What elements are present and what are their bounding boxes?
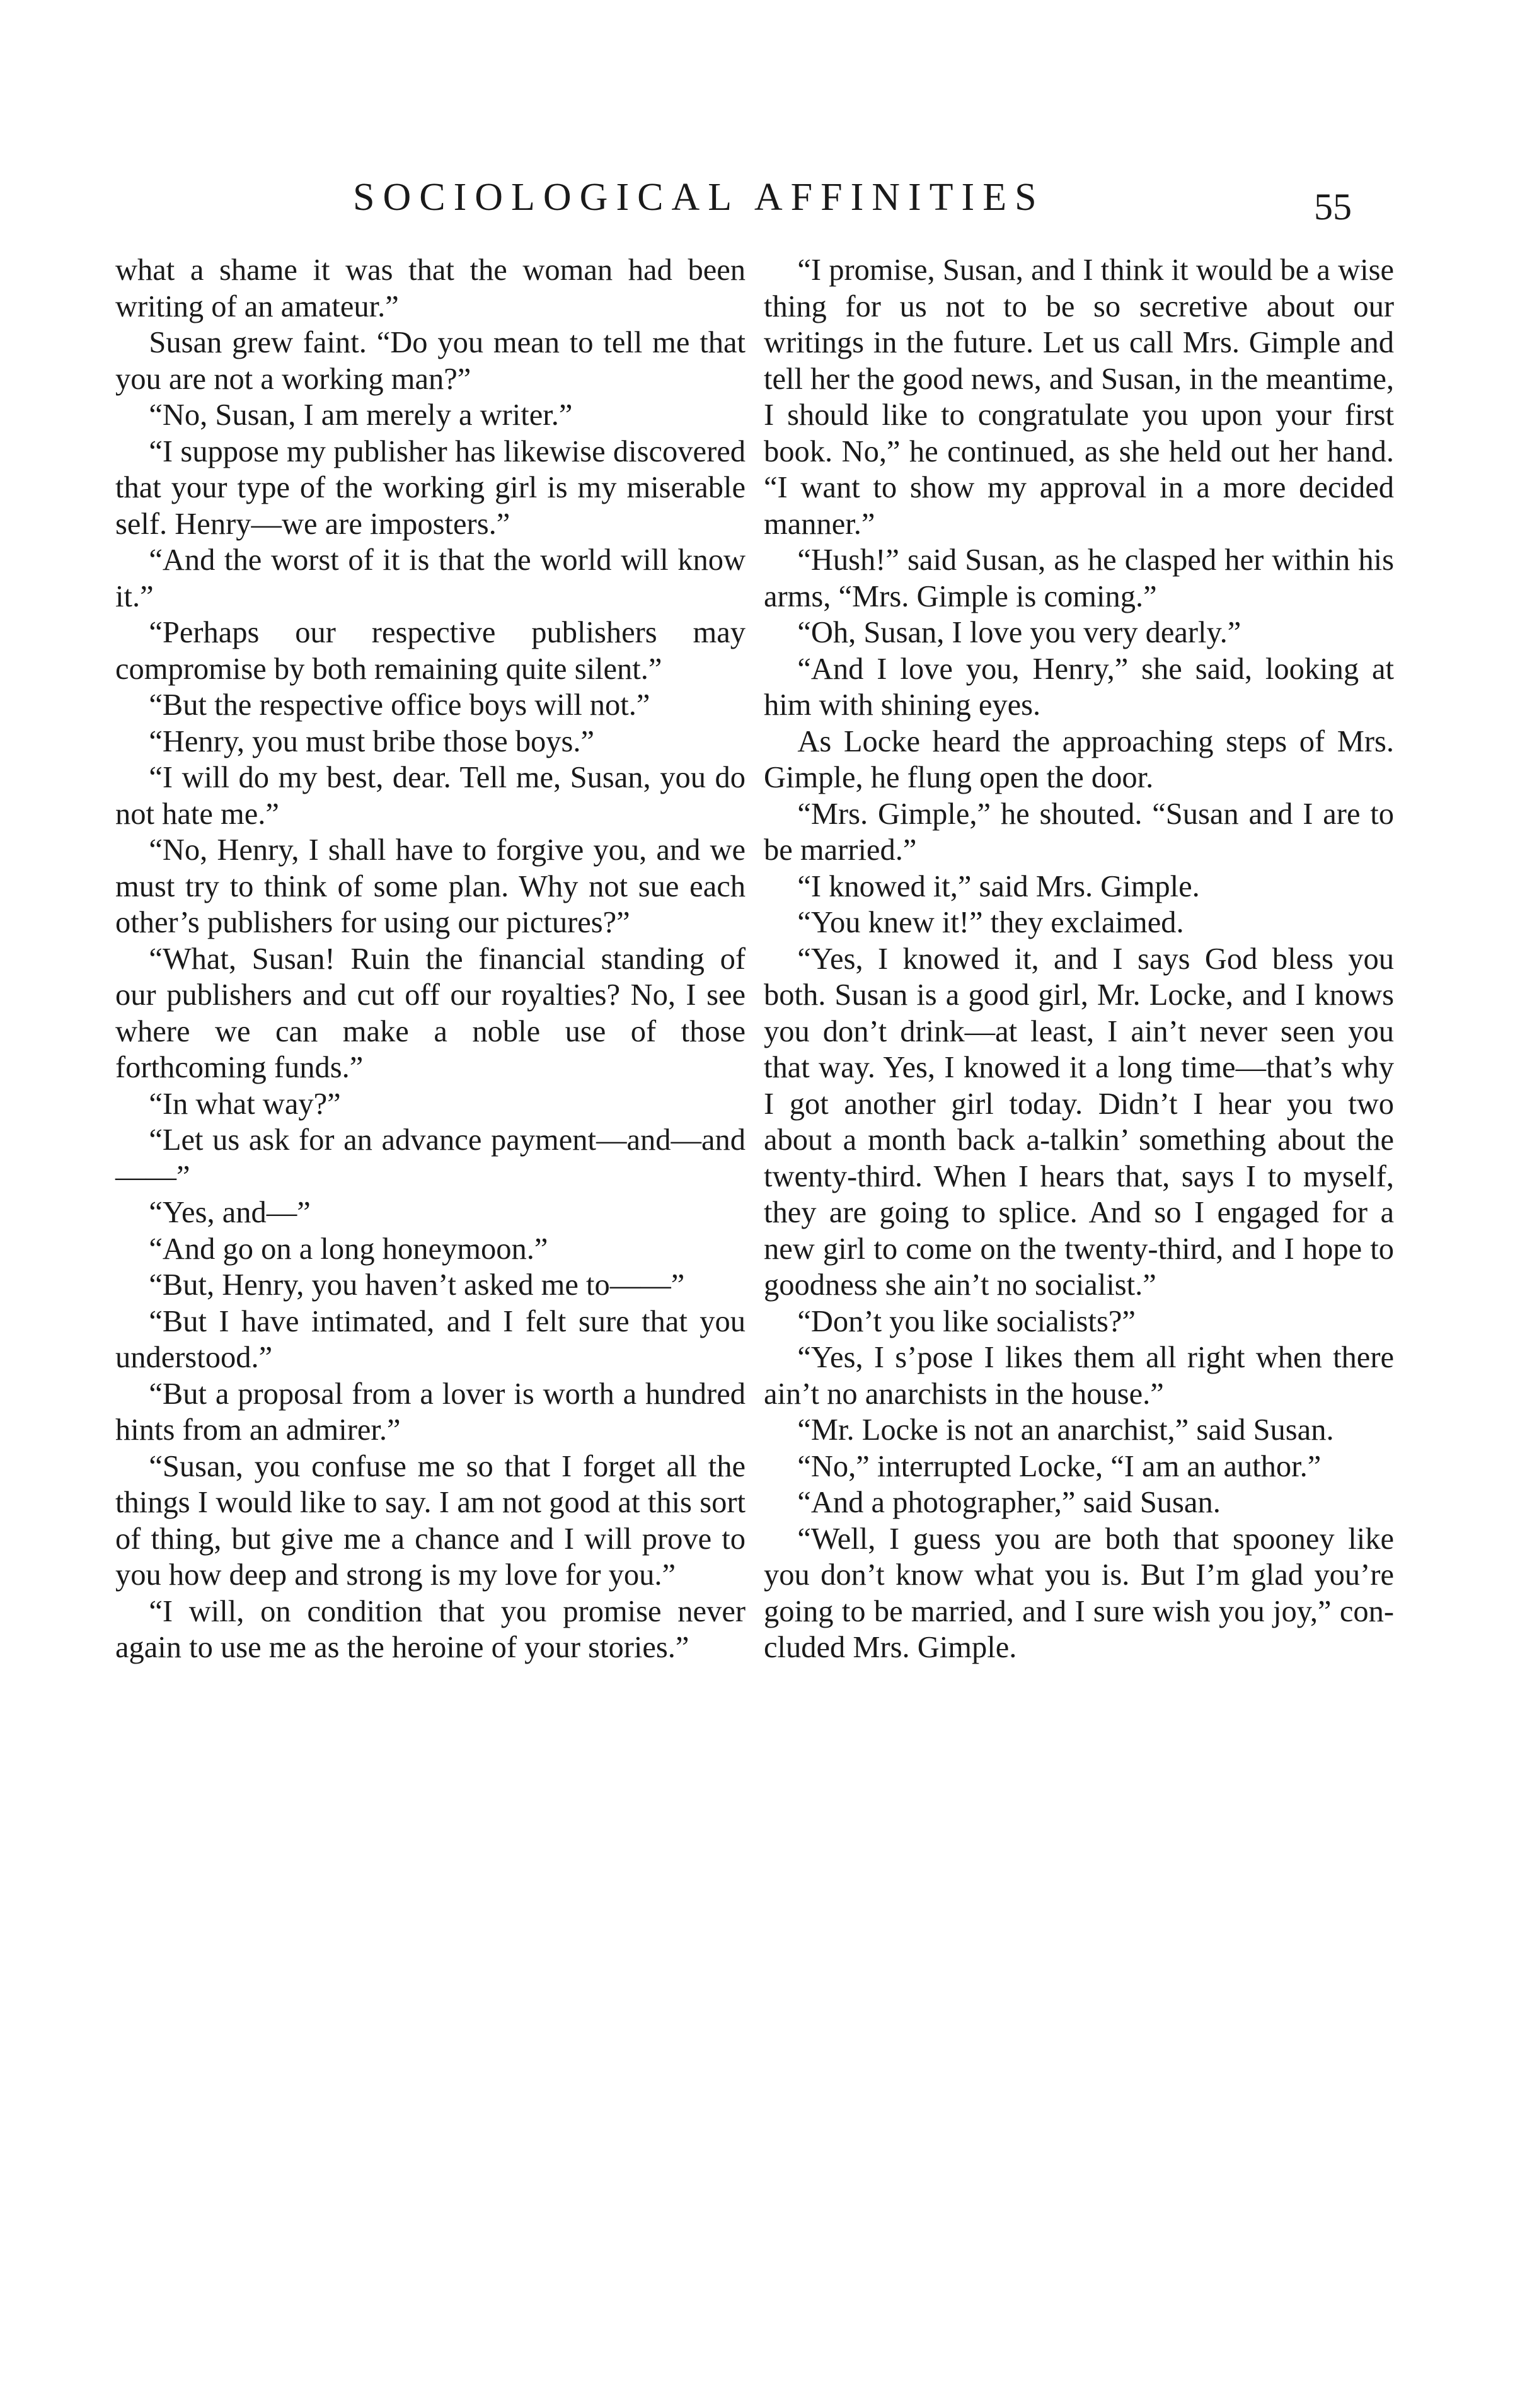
- paragraph: “No, Susan, I am merely a writer.”: [149, 398, 573, 432]
- paragraph: “I will, on condition that you promise never again to use me as the heroine of your stories.”: [115, 1594, 746, 1664]
- paragraph: “And I love you, Henry,” she said, looking at him with shining eyes.: [764, 652, 1394, 722]
- page-number: 55: [1314, 186, 1352, 228]
- paragraph: “You knew it!” they exclaimed.: [797, 906, 1184, 939]
- paragraph: “Hush!” said Susan, as he clasped her within his arms, “Mrs. Gimple is coming.”: [764, 543, 1394, 613]
- paragraph: Susan grew faint. “Do you mean to tell me that you are not a working man?”: [115, 326, 746, 396]
- paragraph: what a shame it was that the woman had been writing of an amateur.”: [115, 253, 746, 323]
- paragraph: “But I have intimated, and I felt sure that you understood.”: [115, 1304, 746, 1374]
- paragraph: “Perhaps our respective publishers may compromise by both remaining quite silent.”: [115, 616, 746, 686]
- paragraph: “I will do my best, dear. Tell me, Susan, you do not hate me.”: [115, 761, 746, 831]
- paragraph: “But, Henry, you haven’t asked me to——”: [149, 1268, 685, 1302]
- right-column: [764, 252, 1394, 1666]
- paragraph: “But a proposal from a lover is worth a hundred hints from an admirer.”: [115, 1377, 746, 1447]
- paragraph: “Susan, you confuse me so that I forget all the things I would like to say. I am not good at this sort of thing, but give me a chance and I will prove to you how deep and strong is my love for you.”: [115, 1449, 746, 1592]
- paragraph: “Well, I guess you are both that spooney like you don’t know what you is. But I’m glad you’re going to be married, and I sure wish you joy,” concluded Mrs. Gimple.: [764, 1522, 1394, 1664]
- paragraph: “Oh, Susan, I love you very dearly.”: [797, 616, 1241, 649]
- paragraph: “Yes, I s’pose I likes them all right when there ain’t no anarchists in the house.”: [764, 1341, 1394, 1411]
- paragraph: “No, Henry, I shall have to forgive you, and we must try to think of some plan. Why not sue each other’s publishers for using our pictures?”: [115, 833, 746, 939]
- paragraph: “Mrs. Gimple,” he shouted. “Susan and I are to be married.”: [764, 797, 1394, 867]
- paragraph: “Let us ask for an advance payment—and—and——”: [115, 1123, 746, 1193]
- left-column: [115, 252, 746, 1666]
- paragraph: “I knowed it,” said Mrs. Gimple.: [797, 869, 1200, 903]
- paragraph: “Mr. Locke is not an anarchist,” said Susan.: [797, 1413, 1334, 1447]
- running-header-title: SOCIOLOGICAL AFFINITIES: [353, 176, 1045, 219]
- paragraph: “I promise, Susan, and I think it would be a wise thing for us not to be so secretive about our writings in the future. Let us call Mrs. Gimple and tell her the good news, and Susan, in the meantime, I should like to congratulate you upon your first book. No,” he continued, as she held out her hand. “I want to show my approval in a more decided manner.”: [764, 253, 1394, 541]
- paragraph: “No,” interrupted Locke, “I am an author.”: [797, 1449, 1322, 1483]
- paragraph: “Henry, you must bribe those boys.”: [149, 724, 595, 758]
- paragraph: “What, Susan! Ruin the financial standing of our publishers and cut off our royalties? No, I see where we can make a noble use of those forthcoming funds.”: [115, 942, 746, 1084]
- paragraph: “And go on a long honeymoon.”: [149, 1232, 548, 1266]
- paragraph: “Yes, I knowed it, and I says God bless you both. Susan is a good girl, Mr. Locke, and I knows you don’t drink—at least, I ain’t never seen you that way. Yes, I knowed it a long time—that’s why I got another girl today. Didn’t I hear you two about a month back a-talkin’ something about the twenty-third. When I hears that, says I to myself, they are going to splice. And so I engaged for a new girl to come on the twenty-third, and I hope to goodness she ain’t no socialist.”: [764, 942, 1394, 1302]
- paragraph: “And the worst of it is that the world will know it.”: [115, 543, 746, 613]
- paragraph: As Locke heard the approaching steps of Mrs. Gimple, he flung open the door.: [764, 724, 1394, 794]
- paragraph: “In what way?”: [149, 1087, 341, 1121]
- paragraph: “Yes, and—”: [149, 1196, 311, 1229]
- paragraph: “And a photographer,” said Susan.: [797, 1486, 1221, 1519]
- paragraph: “Don’t you like socialists?”: [797, 1304, 1136, 1338]
- paragraph: “I suppose my publisher has likewise discovered that your type of the working girl is my miserable self. Henry—we are imposters.”: [115, 434, 746, 541]
- paragraph: “But the respective office boys will not.”: [149, 688, 650, 722]
